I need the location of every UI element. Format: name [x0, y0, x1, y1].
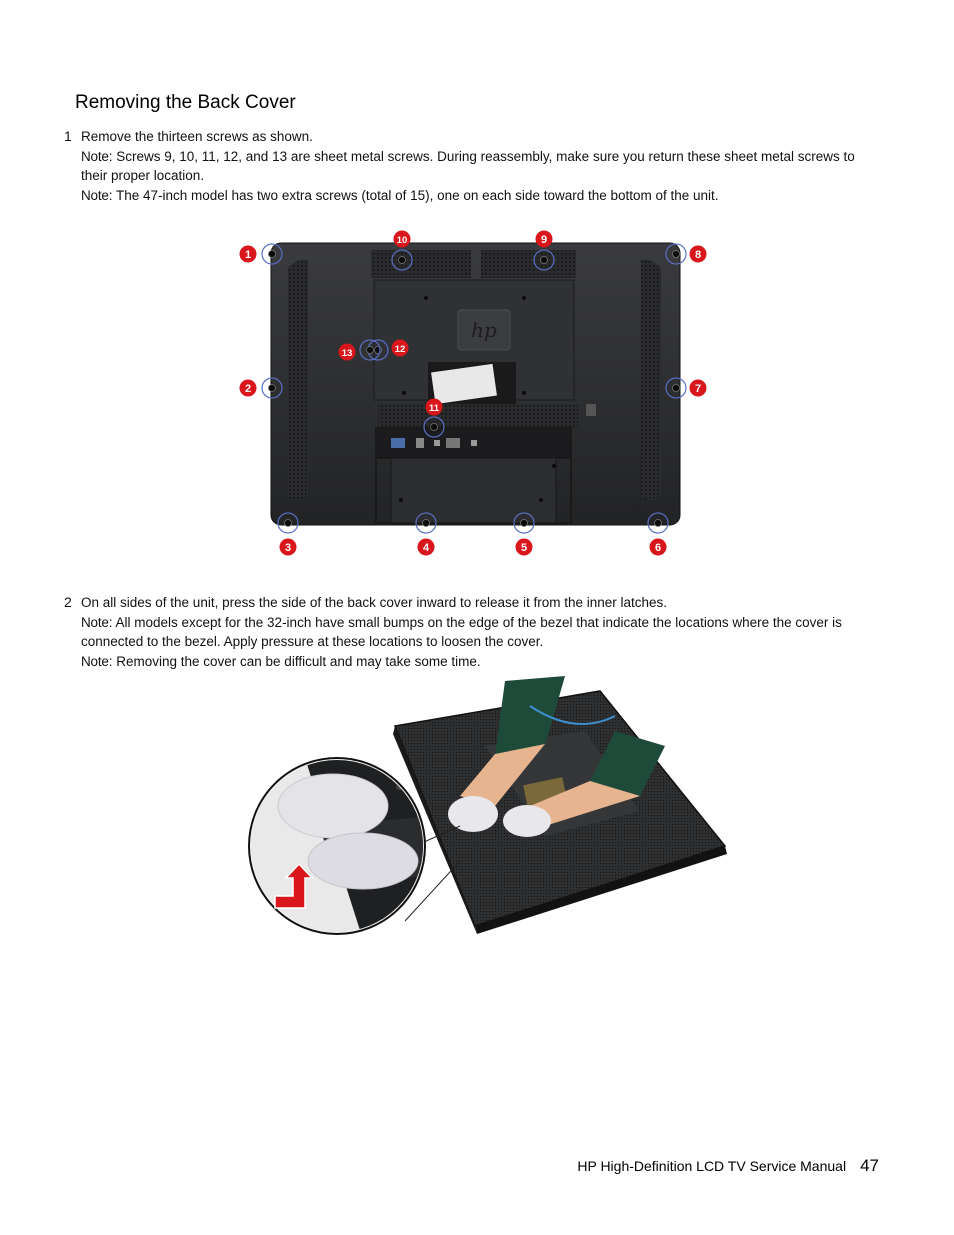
- callout-label-5: 5: [520, 542, 528, 554]
- callout-label-3: 3: [284, 542, 292, 554]
- screw-11: [431, 424, 438, 431]
- screw-10: [399, 257, 406, 264]
- callout-label-8: 8: [694, 249, 702, 261]
- note-label: Note: [81, 653, 109, 669]
- page-footer: [577, 1156, 879, 1176]
- tv-back-screws-figure: [236, 228, 712, 558]
- note: [81, 613, 864, 652]
- callout-label-10: 10: [396, 235, 408, 246]
- screw-4: [423, 520, 430, 527]
- callout-label-6: 6: [654, 542, 662, 554]
- note-label: Note: [81, 614, 109, 630]
- screw-13: [367, 347, 374, 354]
- screw-7: [673, 385, 680, 392]
- step-text: On all sides of the unit, press the side of the back cover inward to release it from the inner latches.: [81, 595, 668, 610]
- callout-label-2: 2: [244, 383, 252, 395]
- screw-5: [521, 520, 528, 527]
- remove-cover-photo: [245, 676, 730, 950]
- note-text: : Removing the cover can be difficult and may take some time.: [108, 653, 481, 669]
- note: [81, 186, 864, 206]
- note-label: Note: [81, 148, 109, 164]
- step-1: [64, 127, 864, 205]
- note: [81, 652, 864, 672]
- inset-glove-bottom: [308, 833, 418, 889]
- callout-label-4: 4: [422, 542, 430, 554]
- callout-label-13: 13: [341, 348, 353, 359]
- screw-callouts: [236, 228, 712, 558]
- callout-label-9: 9: [540, 234, 548, 246]
- screw-8: [673, 251, 680, 258]
- left-glove: [448, 796, 498, 832]
- note-text: : Screws 9, 10, 11, 12, and 13 are sheet metal screws. During reassembly, make sure you return these sheet metal screws to their proper location.: [81, 148, 855, 183]
- screw-3: [285, 520, 292, 527]
- inset-glove-top: [278, 774, 388, 838]
- step-number: 1: [64, 128, 72, 144]
- remove-cover-illustration: [245, 676, 730, 950]
- svg-text:hp: hp: [471, 318, 497, 342]
- step-text: Remove the thirteen screws as shown.: [81, 129, 313, 144]
- note: [81, 147, 864, 186]
- section-title: Removing the Back Cover: [75, 92, 296, 113]
- note-text: : All models except for the 32-inch have small bumps on the edge of the bezel that indicate the locations where the cover is connected to the bezel. Apply pressure at these locations to loosen the cover.: [81, 614, 842, 649]
- right-glove: [503, 805, 551, 837]
- note-label: Note: [81, 187, 109, 203]
- screw-2: [269, 385, 276, 392]
- callout-label-7: 7: [694, 383, 702, 395]
- manual-title: HP High-Definition LCD TV Service Manual: [577, 1158, 847, 1174]
- screw-1: [269, 251, 276, 258]
- note-text: : The 47-inch model has two extra screws (total of 15), one on each side toward the bottom of the unit.: [108, 187, 719, 203]
- screw-9: [541, 257, 548, 264]
- screw-6: [655, 520, 662, 527]
- page-number: 47: [860, 1156, 879, 1175]
- callout-label-1: 1: [244, 249, 252, 261]
- step-2: [64, 593, 864, 671]
- callout-label-11: 11: [428, 403, 440, 414]
- step-number: 2: [64, 594, 72, 610]
- callout-label-12: 12: [394, 344, 406, 355]
